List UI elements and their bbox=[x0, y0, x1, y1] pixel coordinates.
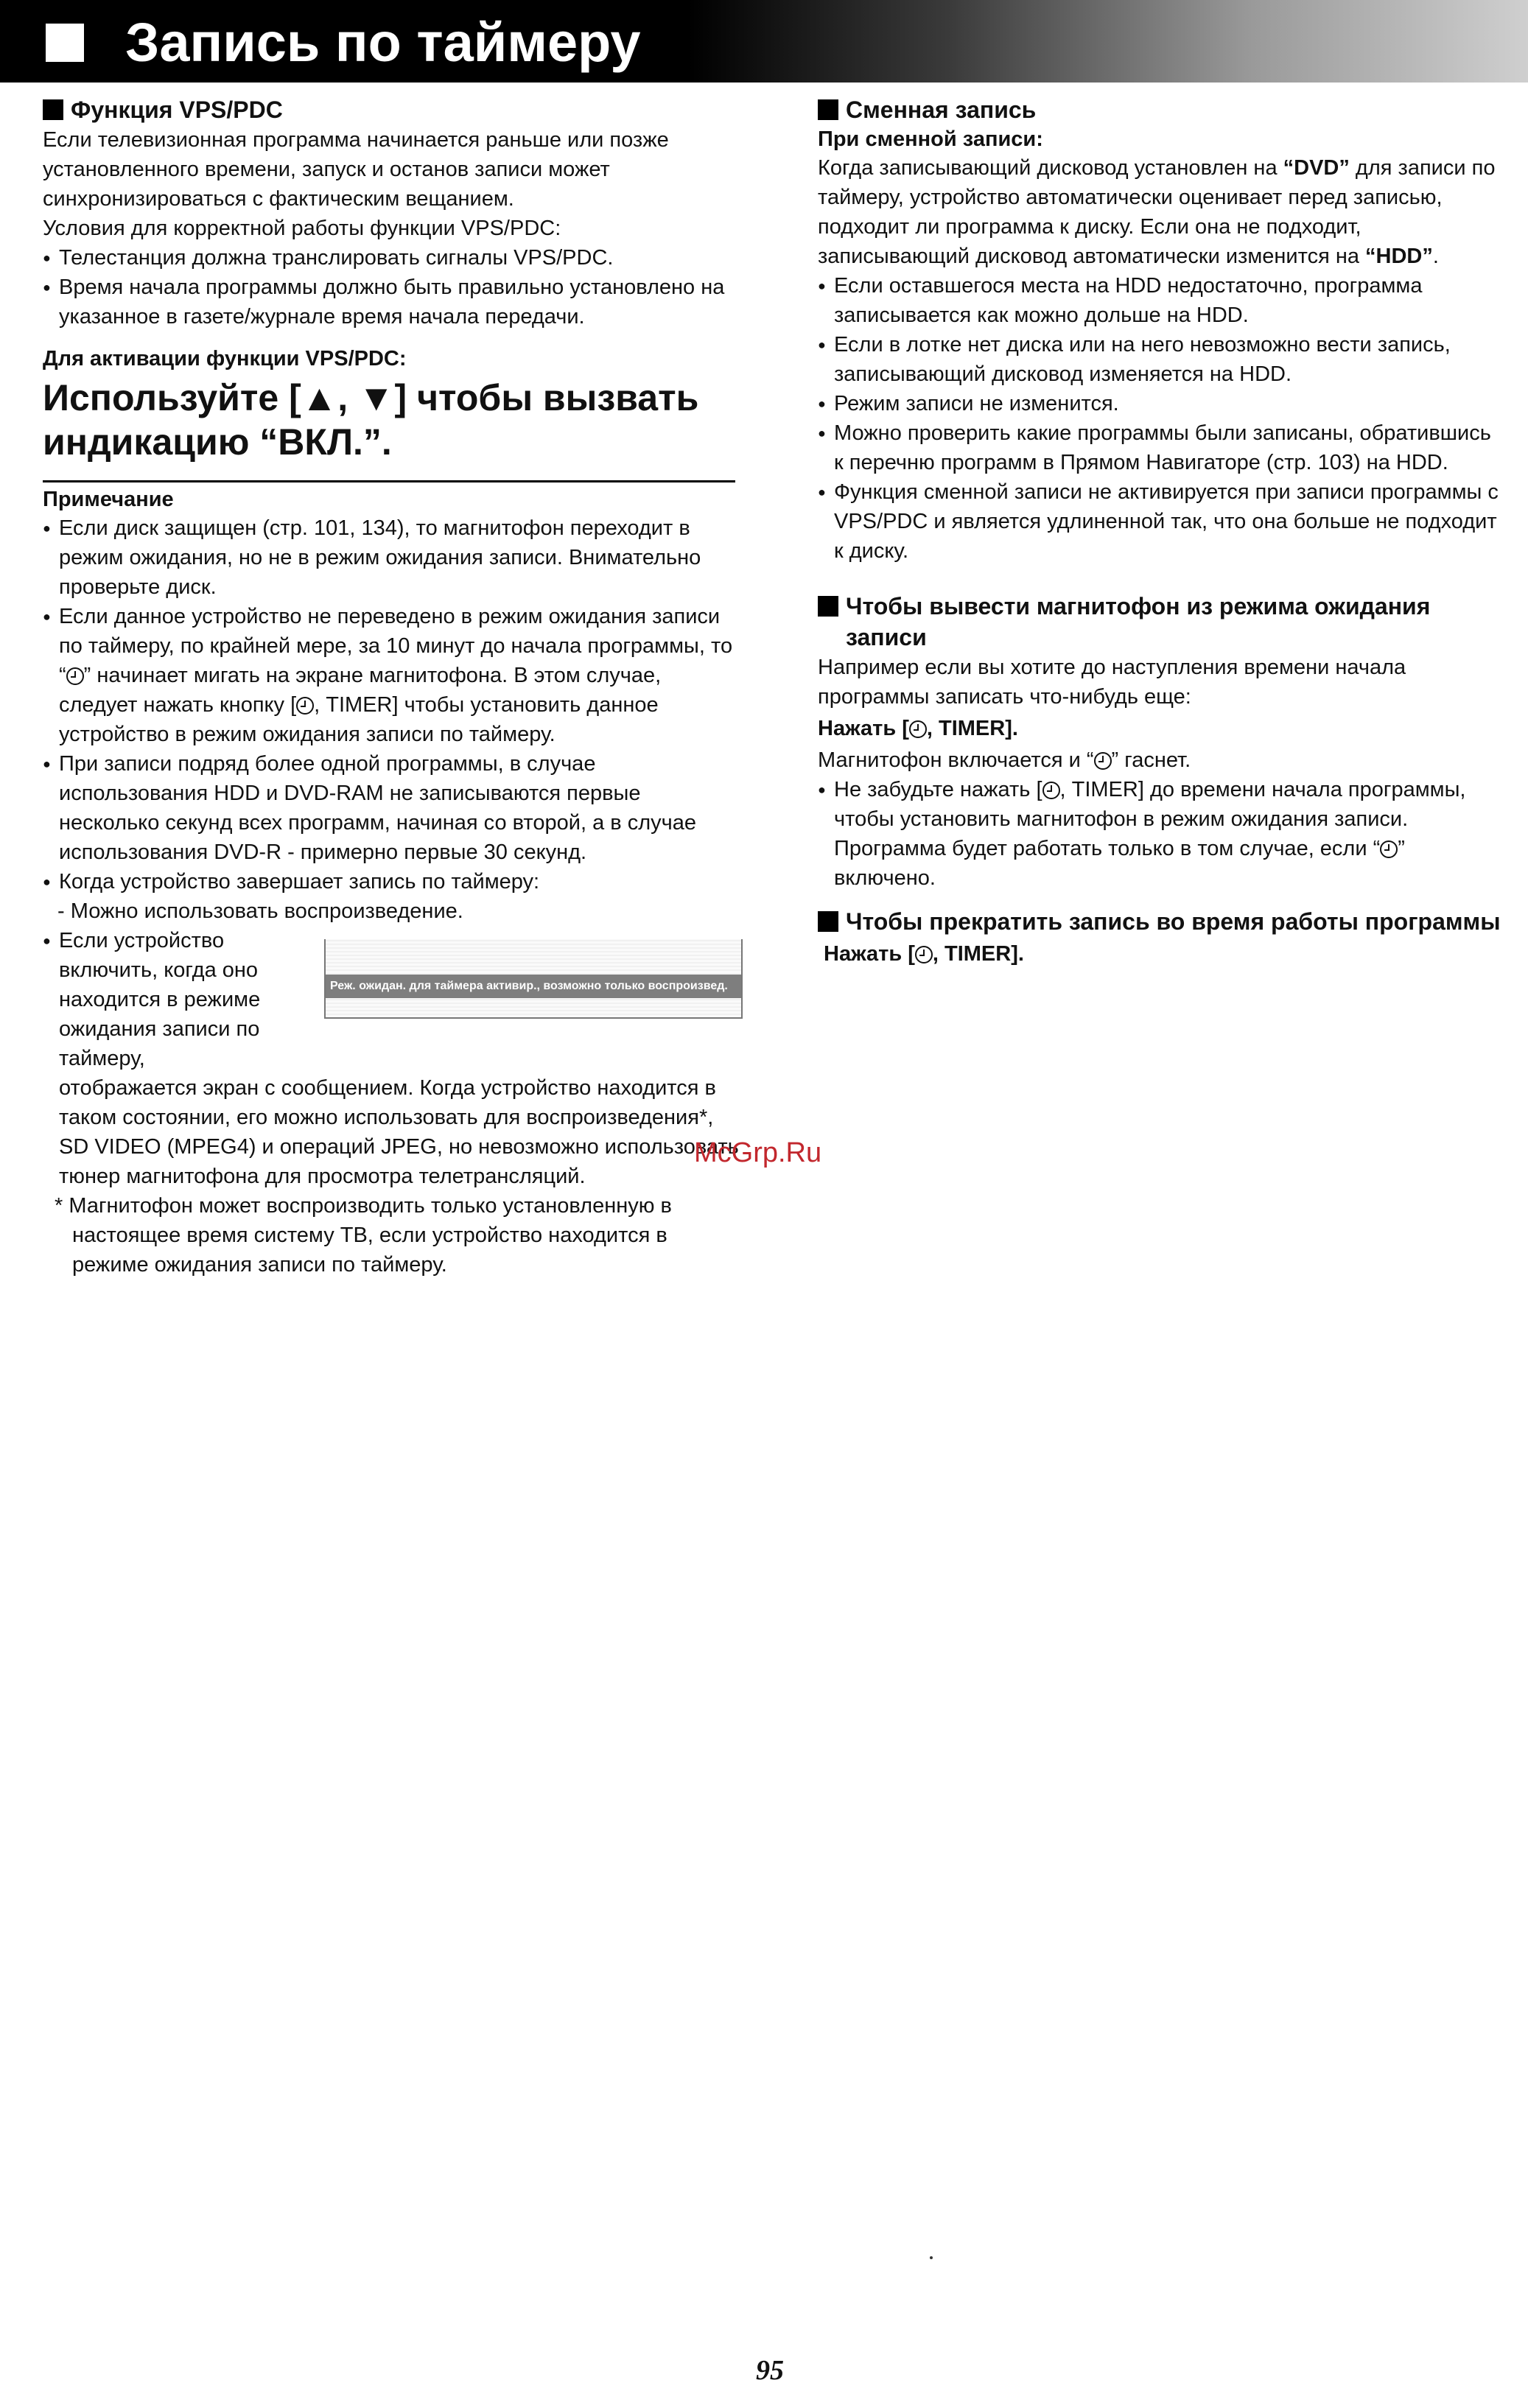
vps-bullet: ● Время начала программы должно быть правильно установлено на указанное в газете/журнале время начала передачи. bbox=[43, 273, 743, 331]
exit-paragraph: Например если вы хотите до наступления времени начала программы записать что-нибудь еще: bbox=[818, 656, 1406, 709]
standby-screen-message: Реж. ожидан. для таймера активир., возможно только воспроизвед. bbox=[326, 975, 741, 998]
vps-heading: Функция VPS/PDC bbox=[43, 94, 743, 125]
timer-clock-icon bbox=[915, 946, 933, 963]
swap-heading: Сменная запись bbox=[818, 94, 1503, 125]
title-bar bbox=[0, 0, 1528, 83]
vps-bullet: ● Телестанция должна транслировать сигналы VPS/PDC. bbox=[43, 243, 743, 273]
exit-bullet: ● Не забудьте нажать [ , TIMER] до времени начала программы, чтобы установить магнитофон в режим ожидания записи. Программа будет работать только в том случае, если “ ” включено. bbox=[818, 775, 1503, 893]
swap-bullet: ● Если оставшегося места на HDD недостаточно, программа записывается как можно дольше на HDD. bbox=[818, 271, 1503, 330]
swap-paragraph: Когда записывающий дисковод установлен на “DVD” для записи по таймеру, устройство автоматически оценивает перед записью, подходит ли программа к диску. Если она не подходит, записывающий дисковод автоматически изменится на “HDD”. bbox=[818, 156, 1496, 268]
note-bullet: ● Когда устройство завершает запись по таймеру: bbox=[43, 867, 743, 896]
scan-speck bbox=[930, 2256, 933, 2259]
title-square-icon bbox=[46, 24, 84, 62]
note-bullet: ● При записи подряд более одной программы, в случае использования HDD и DVD-RAM не записываются первые несколько секунд всех программ, начиная со второй, а в случае использования DVD-R - примерно первые 30 секунд. bbox=[43, 749, 743, 867]
timer-clock-icon bbox=[296, 697, 314, 715]
note-bullet-with-screen: ● Если устройство включить, когда оно находится в режиме ожидания записи по таймеру, Реж. ожидан. для таймера активир., возможно только воспроизвед. bbox=[43, 926, 743, 1073]
swap-bullet: ● Если в лотке нет диска или на него невозможно вести запись, записывающий дисковод изменяется на HDD. bbox=[818, 330, 1503, 389]
vps-activate-label: Для активации функции VPS/PDC: bbox=[43, 347, 407, 371]
watermark: McGrp.Ru bbox=[694, 1137, 822, 1168]
swap-bullet: ● Можно проверить какие программы были записаны, обратившись к перечню программ в Прямом Навигаторе (стр. 103) на HDD. bbox=[818, 418, 1503, 477]
timer-clock-icon bbox=[909, 720, 927, 738]
note-heading: Примечание bbox=[43, 488, 174, 511]
exit-result: Магнитофон включается и “ ” гаснет. bbox=[818, 748, 1191, 772]
vps-instruction: Используйте [▲, ▼] чтобы вызвать индикацию “ВКЛ.”. bbox=[43, 377, 699, 463]
note-footnote: * Магнитофон может воспроизводить только установленную в настоящее время систему ТВ, если устройство находится в режиме ожидания записи по таймеру. bbox=[55, 1194, 672, 1277]
timer-clock-icon bbox=[1094, 752, 1112, 770]
vps-conditions: Условия для корректной работы функции VPS/PDC: bbox=[43, 217, 561, 240]
timer-clock-icon bbox=[66, 667, 84, 685]
divider bbox=[43, 480, 735, 482]
swap-subheading: При сменной записи: bbox=[818, 127, 1043, 151]
exit-press-instruction: Нажать [ , TIMER]. bbox=[818, 717, 1018, 740]
standby-screen-image bbox=[324, 939, 743, 1019]
right-column bbox=[818, 94, 1503, 968]
swap-bullet: ● Функция сменной записи не активируется при записи программы с VPS/PDC и является удлиненной так, что она больше не подходит к диску. bbox=[818, 477, 1503, 566]
note-continuation: отображается экран с сообщением. Когда устройство находится в таком состоянии, его можно использовать для воспроизведения*, SD VIDEO (MPEG4) и операций JPEG, но невозможно использовать тюнер магнитофона для просмотра телетрансляций. bbox=[59, 1076, 739, 1188]
note-dash-item: - Можно использовать воспроизведение. bbox=[57, 899, 463, 923]
timer-clock-icon bbox=[1380, 840, 1398, 858]
timer-clock-icon bbox=[1042, 782, 1060, 799]
section-square-icon bbox=[818, 99, 838, 120]
section-square-icon bbox=[43, 99, 63, 120]
vps-paragraph: Если телевизионная программа начинается раньше или позже установленного времени, запуск и останов записи может синхронизироваться с фактическим вещанием. bbox=[43, 128, 669, 211]
page-number: 95 bbox=[756, 2355, 784, 2386]
exit-heading: Чтобы вывести магнитофон из режима ожидания записи bbox=[818, 591, 1503, 653]
section-square-icon bbox=[818, 911, 838, 932]
swap-bullet: ● Режим записи не изменится. bbox=[818, 389, 1503, 418]
left-column bbox=[43, 94, 743, 1280]
stop-heading: Чтобы прекратить запись во время работы программы bbox=[818, 906, 1503, 937]
page-title: Запись по таймеру bbox=[125, 12, 641, 73]
stop-press-instruction: Нажать [ , TIMER]. bbox=[824, 942, 1024, 966]
note-bullet: ● Если диск защищен (стр. 101, 134), то магнитофон переходит в режим ожидания, но не в режим ожидания записи. Внимательно проверьте диск. bbox=[43, 513, 743, 602]
note-bullet: ● Если данное устройство не переведено в режим ожидания записи по таймеру, по крайней мере, за 10 минут до начала программы, то “ ” начинает мигать на экране магнитофона. В этом случае, следует нажать кнопку [ , TIMER] чтобы установить данное устройство в режим ожидания записи по таймеру. bbox=[43, 602, 743, 749]
section-square-icon bbox=[818, 596, 838, 617]
